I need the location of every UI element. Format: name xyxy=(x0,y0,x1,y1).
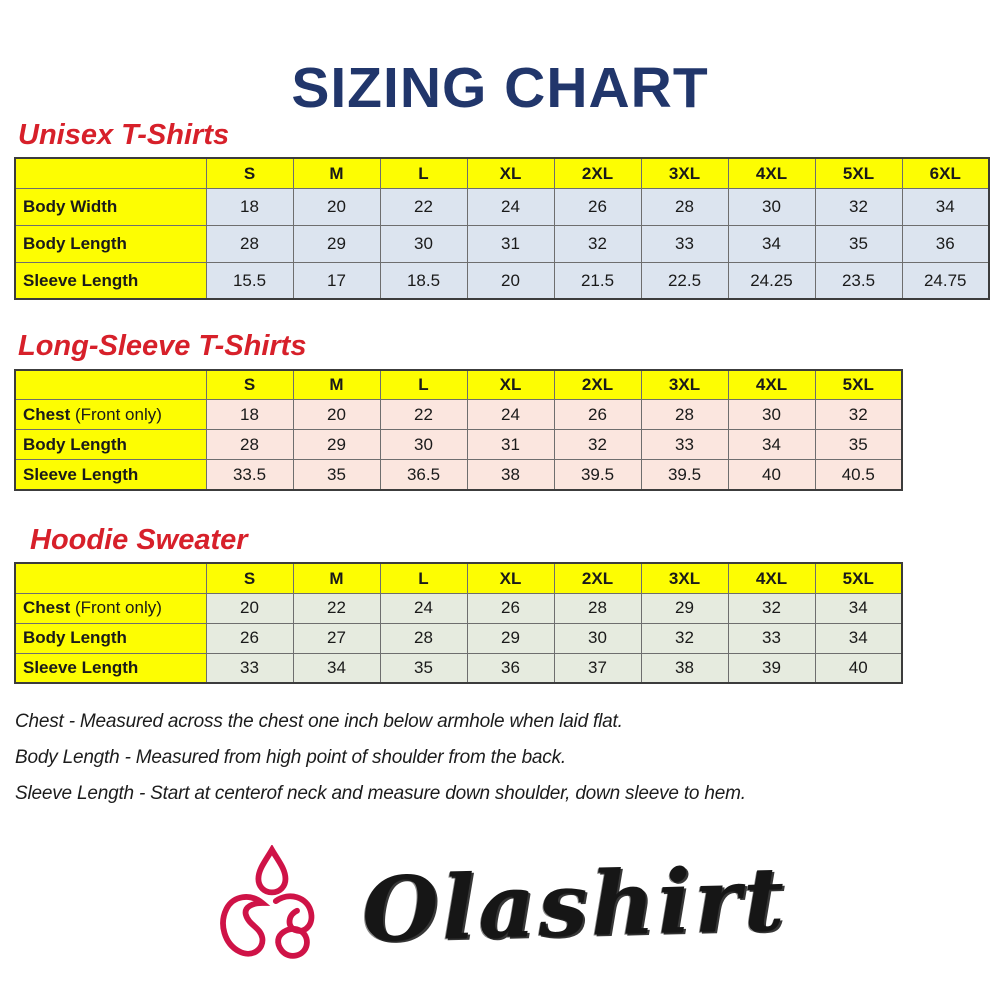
size-header-3xl: 3XL xyxy=(641,563,728,593)
value-cell: 38 xyxy=(641,653,728,683)
hoodie-sweater-table xyxy=(14,562,903,684)
size-header-2xl: 2XL xyxy=(554,370,641,400)
row-label: Body Length xyxy=(15,225,206,262)
size-header-xl: XL xyxy=(467,563,554,593)
value-cell: 20 xyxy=(467,262,554,299)
value-cell: 28 xyxy=(641,400,728,430)
value-cell: 17 xyxy=(293,262,380,299)
value-cell: 26 xyxy=(467,593,554,623)
table-row xyxy=(15,430,902,460)
size-header-m: M xyxy=(293,370,380,400)
footnote-chest: Chest - Measured across the chest one inch below armhole when laid flat. xyxy=(15,711,623,733)
value-cell: 30 xyxy=(380,225,467,262)
value-cell: 22 xyxy=(293,593,380,623)
size-header-3xl: 3XL xyxy=(641,158,728,188)
section-hoodie-sweater xyxy=(0,525,1000,684)
value-cell: 18 xyxy=(206,188,293,225)
value-cell: 34 xyxy=(728,430,815,460)
value-cell: 32 xyxy=(554,430,641,460)
value-cell: 20 xyxy=(206,593,293,623)
table-row xyxy=(15,593,902,623)
section-heading-hoodie-sweater: Hoodie Sweater xyxy=(30,523,248,556)
size-header-l: L xyxy=(380,563,467,593)
table-row xyxy=(15,623,902,653)
value-cell: 21.5 xyxy=(554,262,641,299)
size-header-row xyxy=(15,158,989,188)
value-cell: 30 xyxy=(728,400,815,430)
size-header-2xl: 2XL xyxy=(554,563,641,593)
table-row xyxy=(15,400,902,430)
value-cell: 22 xyxy=(380,188,467,225)
value-cell: 36 xyxy=(902,225,989,262)
value-cell: 29 xyxy=(293,225,380,262)
value-cell: 31 xyxy=(467,225,554,262)
size-header-2xl: 2XL xyxy=(554,158,641,188)
size-header-l: L xyxy=(380,158,467,188)
size-header-5xl: 5XL xyxy=(815,370,902,400)
value-cell: 28 xyxy=(554,593,641,623)
value-cell: 24.75 xyxy=(902,262,989,299)
row-label: Sleeve Length xyxy=(15,460,206,490)
footnote-sleeve-length: Sleeve Length - Start at centerof neck and measure down shoulder, down sleeve to hem. xyxy=(15,783,746,805)
value-cell: 39 xyxy=(728,653,815,683)
size-header-s: S xyxy=(206,370,293,400)
page-title: SIZING CHART xyxy=(291,56,709,120)
size-header-row xyxy=(15,563,902,593)
value-cell: 34 xyxy=(902,188,989,225)
value-cell: 22 xyxy=(380,400,467,430)
section-long-sleeve-tshirts xyxy=(0,331,1000,490)
value-cell: 29 xyxy=(641,593,728,623)
row-label: Chest (Front only) xyxy=(15,400,206,430)
value-cell: 40 xyxy=(815,653,902,683)
value-cell: 28 xyxy=(206,225,293,262)
size-header-s: S xyxy=(206,563,293,593)
row-label: Body Width xyxy=(15,188,206,225)
value-cell: 38 xyxy=(467,460,554,490)
table-row xyxy=(15,225,989,262)
size-header-5xl: 5XL xyxy=(815,563,902,593)
value-cell: 24 xyxy=(467,188,554,225)
table-row xyxy=(15,653,902,683)
value-cell: 23.5 xyxy=(815,262,902,299)
corner-cell xyxy=(15,158,206,188)
size-header-m: M xyxy=(293,563,380,593)
value-cell: 34 xyxy=(728,225,815,262)
value-cell: 30 xyxy=(380,430,467,460)
value-cell: 30 xyxy=(554,623,641,653)
section-heading-long-sleeve-tshirts: Long-Sleeve T-Shirts xyxy=(18,330,307,363)
table-row xyxy=(15,262,989,299)
corner-cell xyxy=(15,370,206,400)
corner-cell xyxy=(15,563,206,593)
value-cell: 32 xyxy=(815,188,902,225)
value-cell: 24 xyxy=(380,593,467,623)
table-row xyxy=(15,188,989,225)
value-cell: 33 xyxy=(206,653,293,683)
size-header-xl: XL xyxy=(467,158,554,188)
value-cell: 20 xyxy=(293,400,380,430)
row-label: Sleeve Length xyxy=(15,262,206,299)
value-cell: 32 xyxy=(554,225,641,262)
value-cell: 32 xyxy=(641,623,728,653)
size-header-xl: XL xyxy=(467,370,554,400)
value-cell: 34 xyxy=(815,593,902,623)
value-cell: 35 xyxy=(815,430,902,460)
value-cell: 26 xyxy=(554,188,641,225)
size-header-m: M xyxy=(293,158,380,188)
footnote-body-length: Body Length - Measured from high point of shoulder from the back. xyxy=(15,747,566,769)
value-cell: 27 xyxy=(293,623,380,653)
size-header-l: L xyxy=(380,370,467,400)
value-cell: 39.5 xyxy=(554,460,641,490)
value-cell: 28 xyxy=(641,188,728,225)
size-header-s: S xyxy=(206,158,293,188)
value-cell: 34 xyxy=(293,653,380,683)
value-cell: 36 xyxy=(467,653,554,683)
value-cell: 35 xyxy=(380,653,467,683)
olashirt-logo-icon xyxy=(212,845,328,963)
section-unisex-tshirts xyxy=(0,120,1000,300)
long-sleeve-tshirts-table xyxy=(14,369,903,491)
unisex-tshirts-table xyxy=(14,157,990,300)
row-label: Body Length xyxy=(15,430,206,460)
value-cell: 24 xyxy=(467,400,554,430)
value-cell: 28 xyxy=(206,430,293,460)
value-cell: 40.5 xyxy=(815,460,902,490)
size-header-4xl: 4XL xyxy=(728,563,815,593)
size-header-row xyxy=(15,370,902,400)
row-label: Sleeve Length xyxy=(15,653,206,683)
value-cell: 32 xyxy=(815,400,902,430)
value-cell: 18.5 xyxy=(380,262,467,299)
value-cell: 37 xyxy=(554,653,641,683)
value-cell: 18 xyxy=(206,400,293,430)
value-cell: 32 xyxy=(728,593,815,623)
value-cell: 40 xyxy=(728,460,815,490)
value-cell: 34 xyxy=(815,623,902,653)
value-cell: 31 xyxy=(467,430,554,460)
table-row xyxy=(15,460,902,490)
section-heading-unisex-tshirts: Unisex T-Shirts xyxy=(18,119,230,151)
value-cell: 33 xyxy=(641,225,728,262)
value-cell: 29 xyxy=(467,623,554,653)
brand-logo xyxy=(0,845,1000,963)
measurement-footnotes xyxy=(15,711,1000,805)
value-cell: 22.5 xyxy=(641,262,728,299)
brand-wordmark: Olashirt xyxy=(361,846,789,962)
value-cell: 29 xyxy=(293,430,380,460)
value-cell: 26 xyxy=(554,400,641,430)
value-cell: 24.25 xyxy=(728,262,815,299)
size-header-3xl: 3XL xyxy=(641,370,728,400)
value-cell: 35 xyxy=(815,225,902,262)
value-cell: 28 xyxy=(380,623,467,653)
value-cell: 33 xyxy=(728,623,815,653)
value-cell: 15.5 xyxy=(206,262,293,299)
size-header-6xl: 6XL xyxy=(902,158,989,188)
value-cell: 36.5 xyxy=(380,460,467,490)
value-cell: 35 xyxy=(293,460,380,490)
row-label: Chest (Front only) xyxy=(15,593,206,623)
size-header-4xl: 4XL xyxy=(728,158,815,188)
size-header-5xl: 5XL xyxy=(815,158,902,188)
size-header-4xl: 4XL xyxy=(728,370,815,400)
value-cell: 39.5 xyxy=(641,460,728,490)
value-cell: 33.5 xyxy=(206,460,293,490)
row-label: Body Length xyxy=(15,623,206,653)
value-cell: 33 xyxy=(641,430,728,460)
value-cell: 30 xyxy=(728,188,815,225)
value-cell: 20 xyxy=(293,188,380,225)
value-cell: 26 xyxy=(206,623,293,653)
